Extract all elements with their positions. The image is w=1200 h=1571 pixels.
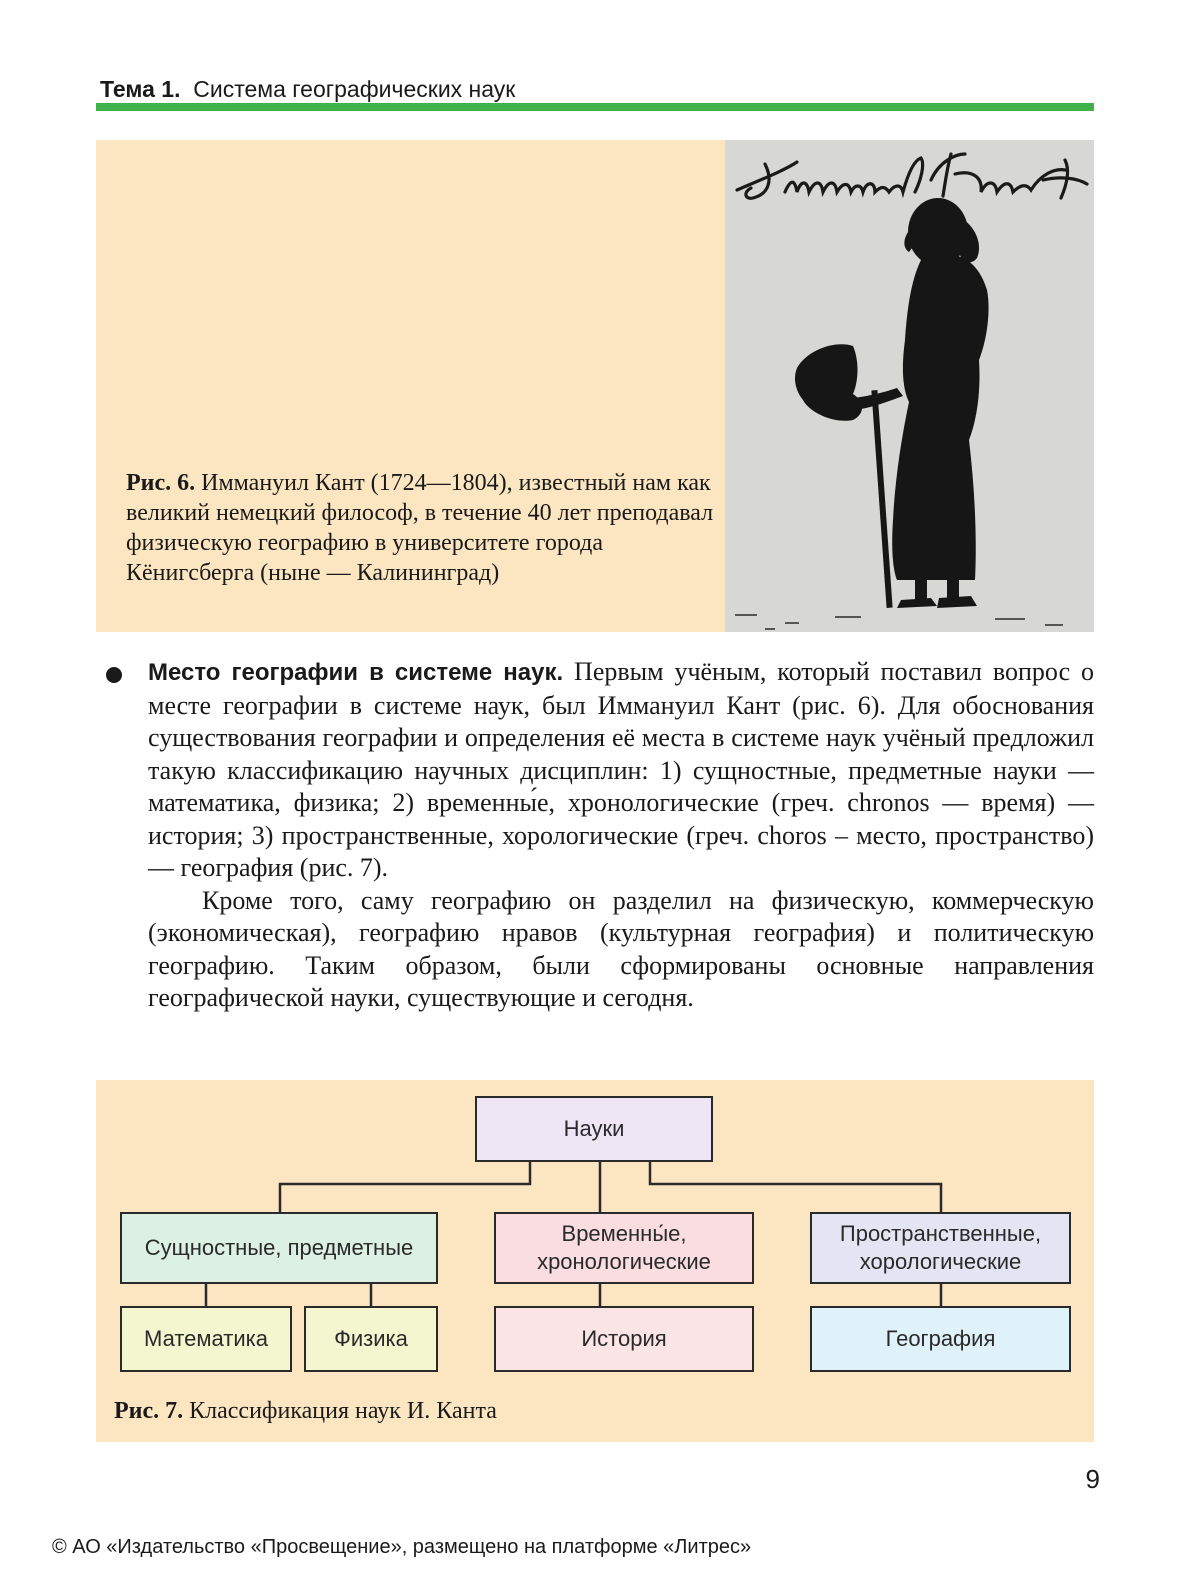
node-chorological-sciences: Пространственные, хорологические <box>810 1212 1071 1284</box>
silhouette-drawing <box>725 140 1094 632</box>
figure-silhouette <box>795 198 989 608</box>
paragraph-1-text: Первым учёным, который поставил вопрос о месте географии в системе наук, был Иммануил Кант (рис. 6). Для обоснования существования географии и определения её места в системе наук учёный предложил такую классификацию научных дисциплин: 1) сущностные, предметные науки — математика, физика; 2) временны́е, хронологические (греч. chronos — время) — история; 3) пространственные, хорологические (греч. choros – место, пространство) — география (рис. 7). <box>148 657 1094 882</box>
figure-6-label: Рис. 6. <box>126 470 196 496</box>
node-chronological-sciences: Временны́е, хронологические <box>494 1212 754 1284</box>
bullet-icon <box>106 667 122 683</box>
figure-6 <box>96 140 1094 632</box>
figure-7-caption-text: Классификация наук И. Канта <box>189 1398 497 1424</box>
kant-silhouette-image <box>725 140 1094 632</box>
figure-7-label: Рис. 7. <box>114 1398 184 1424</box>
page-header <box>96 72 1094 112</box>
topic-title: Система географических наук <box>193 76 516 102</box>
node-history: История <box>494 1306 754 1372</box>
node-geography: География <box>810 1306 1071 1372</box>
section-heading: Место географии в системе наук. <box>148 659 564 686</box>
figure-7-caption <box>114 1398 497 1425</box>
page-number: 9 <box>1085 1464 1100 1494</box>
figure-6-caption <box>126 468 716 588</box>
node-sciences: Науки <box>475 1096 713 1162</box>
node-mathematics: Математика <box>120 1306 292 1372</box>
node-physics: Физика <box>304 1306 438 1372</box>
ground-texture <box>735 614 1063 630</box>
topic-heading <box>100 76 515 103</box>
figure-6-caption-text: Иммануил Кант (1724—1804), известный нам как великий немецкий философ, в течение 40 лет преподавал физическую географию в университете города Кёнигсберга (ныне — Калининград) <box>126 470 714 586</box>
paragraph-1 <box>148 656 1094 885</box>
topic-label: Тема 1. <box>100 76 181 102</box>
paragraph-2: Кроме того, саму географию он разделил на физическую, коммерческую (экономическая), географию нравов (культурная география) и политическую географию. Таким образом, были сформированы основные направления географической науки, существующие и сегодня. <box>148 885 1094 1012</box>
signature <box>737 154 1087 198</box>
header-divider <box>96 103 1094 111</box>
copyright-notice: © АО «Издательство «Просвещение», размещено на платформе «Литрес» <box>52 1536 752 1558</box>
node-essential-sciences: Сущностные, предметные <box>120 1212 438 1284</box>
figure-7 <box>96 1080 1094 1442</box>
body-section <box>96 656 1094 1015</box>
